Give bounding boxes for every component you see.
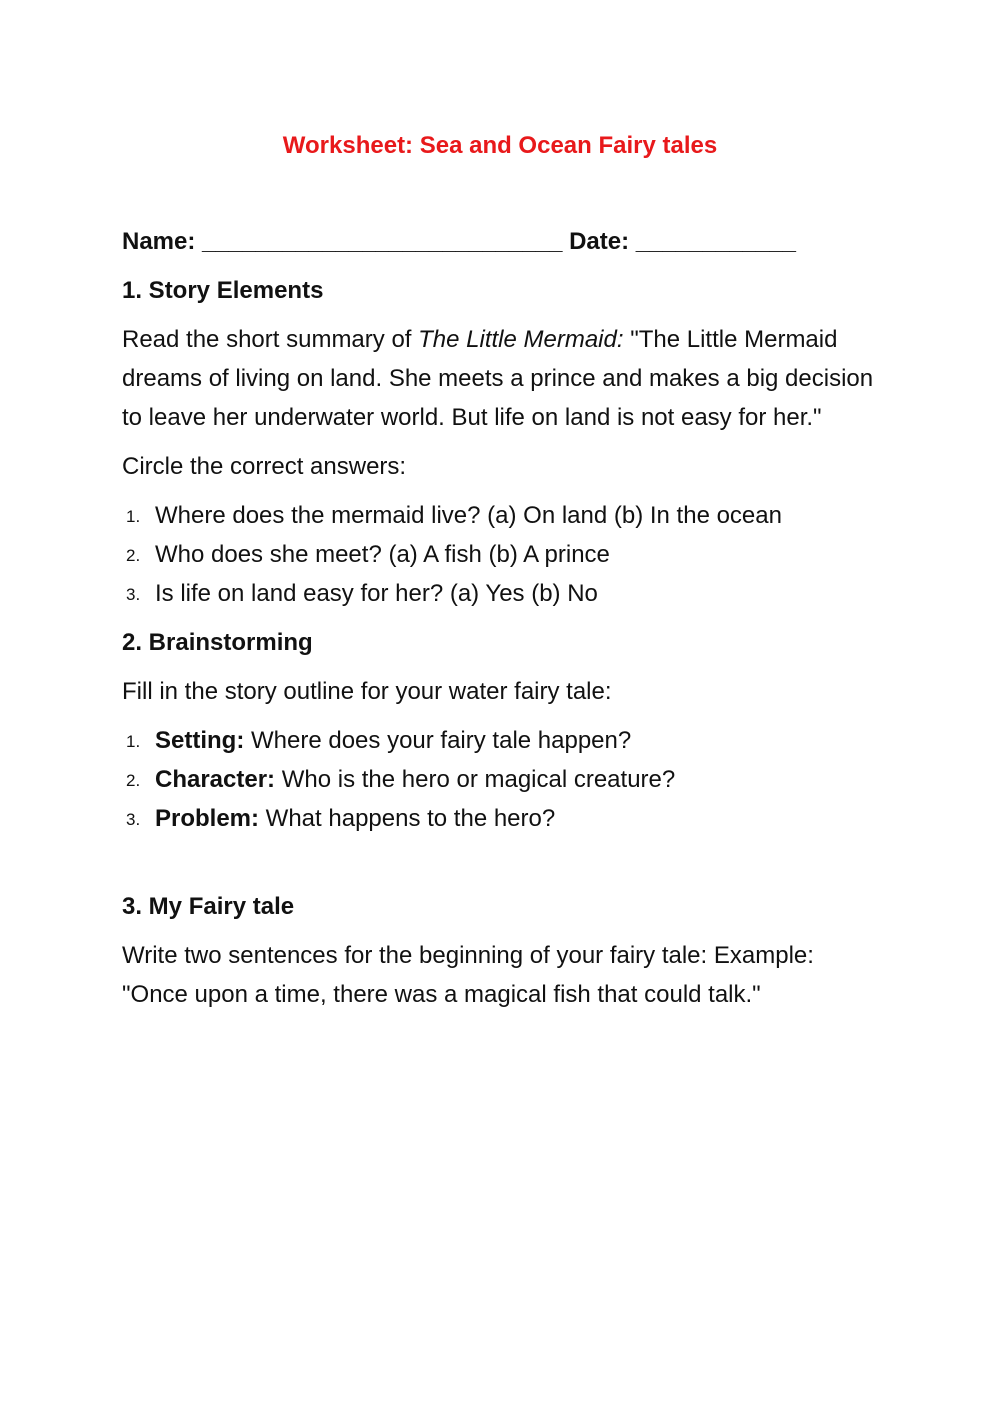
- spacer: [122, 848, 882, 887]
- question-text: Where does the mermaid live? (a) On land (b) In the ocean: [155, 502, 782, 529]
- outline-text: What happens to the hero?: [259, 805, 556, 832]
- question-number: 2.: [126, 546, 141, 565]
- outline-label: Character:: [155, 766, 276, 793]
- outline-list: [122, 721, 882, 838]
- section1-heading: 1. Story Elements: [122, 277, 324, 304]
- name-date-line: Name: ___________________________ Date: ____________: [122, 228, 796, 255]
- outline-label: Setting:: [155, 727, 245, 754]
- question-list: [122, 496, 882, 613]
- summary-title: The Little Mermaid:: [418, 326, 624, 353]
- section3-instruction: Write two sentences for the beginning of your fairy tale: Example: "Once upon a time, there was a magical fish that could talk.": [122, 942, 814, 1008]
- question-text: Who does she meet? (a) A fish (b) A prince: [155, 541, 610, 568]
- question-text: Is life on land easy for her? (a) Yes (b) No: [155, 580, 598, 607]
- question-number: 3.: [126, 585, 141, 604]
- worksheet-content: [122, 222, 882, 1024]
- question-item: [122, 496, 882, 535]
- question-item: [122, 535, 882, 574]
- section3-heading: 3. My Fairy tale: [122, 893, 295, 920]
- section2-heading: 2. Brainstorming: [122, 629, 313, 656]
- outline-item: [122, 760, 882, 799]
- outline-label: Problem:: [155, 805, 260, 832]
- outline-text: Where does your fairy tale happen?: [244, 727, 632, 754]
- summary-body: "The Little Mermaid dreams of living on land. She meets a prince and makes a big decision to leave her underwater world. But life on land is not easy for her.": [122, 326, 874, 431]
- section2-instruction: Fill in the story outline for your water fairy tale:: [122, 678, 612, 705]
- question-number: 1.: [126, 507, 141, 526]
- outline-item: [122, 799, 882, 838]
- question-item: [122, 574, 882, 613]
- outline-number: 3.: [126, 810, 141, 829]
- outline-number: 1.: [126, 732, 141, 751]
- outline-number: 2.: [126, 771, 141, 790]
- outline-item: [122, 721, 882, 760]
- section1-instruction: Circle the correct answers:: [122, 453, 407, 480]
- page-title: Worksheet: Sea and Ocean Fairy tales: [282, 132, 718, 159]
- story-summary: [122, 320, 882, 437]
- summary-prefix: Read the short summary of: [122, 326, 419, 353]
- outline-text: Who is the hero or magical creature?: [275, 766, 676, 793]
